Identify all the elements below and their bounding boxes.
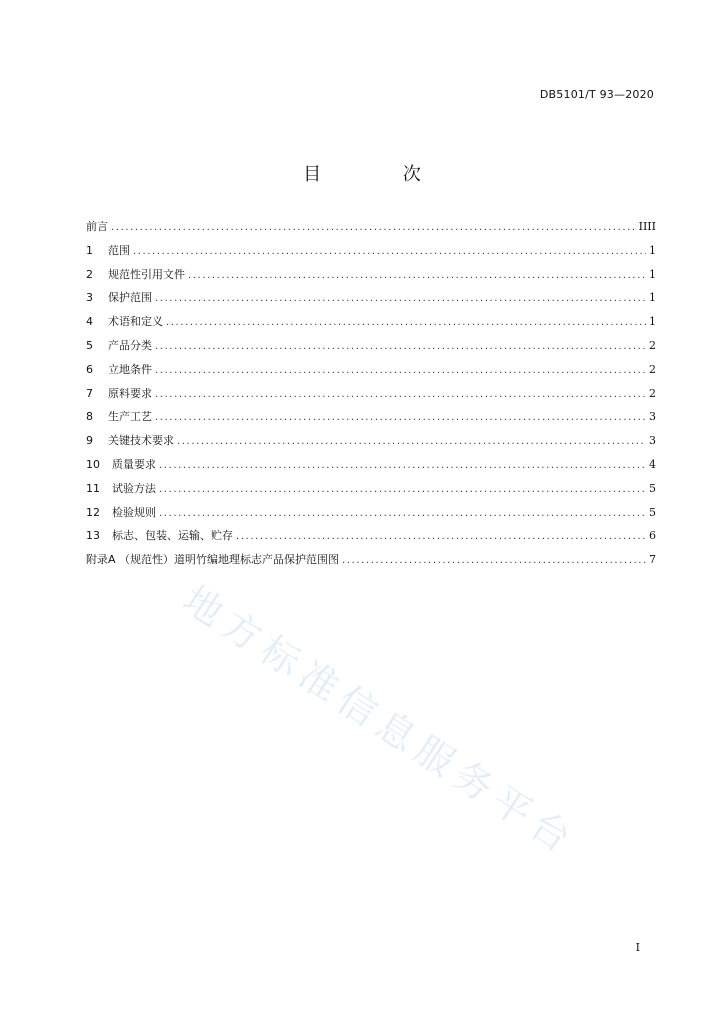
toc-label: 附录A （规范性）道明竹编地理标志产品保护范围图 <box>86 553 340 567</box>
toc-entry-13[interactable] <box>86 527 656 551</box>
toc-label: 前言 <box>86 220 108 233</box>
page-number: I <box>635 941 640 954</box>
toc-section-number: 9 <box>86 434 93 448</box>
toc-section-number: 7 <box>86 386 93 400</box>
toc-entry-6[interactable] <box>86 361 656 385</box>
toc-section-number: 1 <box>86 243 93 257</box>
toc-leader <box>177 436 646 447</box>
toc-entry-5[interactable] <box>86 337 656 361</box>
toc-page-number: 1 <box>649 267 656 281</box>
toc-entry-3[interactable] <box>86 289 656 313</box>
toc-entry-4[interactable] <box>86 313 656 337</box>
toc-page-number: 2 <box>649 338 656 352</box>
toc-entry-10[interactable] <box>86 456 656 480</box>
toc-page-number: 6 <box>649 529 656 543</box>
toc-leader <box>111 222 636 233</box>
table-of-contents <box>86 218 656 575</box>
toc-page-number: 5 <box>649 481 656 495</box>
toc-leader <box>159 460 646 471</box>
toc-section-number: 5 <box>86 338 93 352</box>
toc-page-number: 1 <box>649 315 656 329</box>
toc-label: 术语和定义 <box>108 315 163 329</box>
toc-section-number: 4 <box>86 315 93 329</box>
toc-page-number: 2 <box>649 362 656 376</box>
toc-entry-11[interactable] <box>86 480 656 504</box>
toc-leader <box>159 484 646 495</box>
toc-entry-2[interactable] <box>86 266 656 290</box>
toc-page-number: 1 <box>649 291 656 305</box>
toc-leader <box>155 412 646 423</box>
toc-leader <box>155 341 646 352</box>
toc-label: 生产工艺 <box>108 410 152 424</box>
toc-leader <box>166 317 646 328</box>
toc-entry-9[interactable] <box>86 432 656 456</box>
toc-section-number: 10 <box>86 457 100 471</box>
toc-leader <box>188 270 646 281</box>
toc-entry-foreword[interactable] <box>86 218 656 242</box>
toc-label: 试验方法 <box>112 481 156 495</box>
toc-leader <box>159 508 646 519</box>
toc-leader <box>133 246 646 257</box>
toc-leader <box>155 365 646 376</box>
toc-section-number: 13 <box>86 529 100 543</box>
toc-label: 质量要求 <box>112 457 156 471</box>
toc-section-number: 3 <box>86 291 93 305</box>
toc-page-number: IIII <box>638 220 656 233</box>
toc-section-number: 11 <box>86 481 100 495</box>
toc-leader <box>236 531 646 542</box>
toc-label: 立地条件 <box>108 362 152 376</box>
toc-entry-appendix-a[interactable] <box>86 551 656 575</box>
toc-page-number: 1 <box>649 243 656 257</box>
toc-entry-1[interactable] <box>86 242 656 266</box>
toc-section-number: 12 <box>86 505 100 519</box>
toc-page-number: 3 <box>649 410 656 424</box>
document-code: DB5101/T 93—2020 <box>539 88 654 101</box>
toc-section-number: 6 <box>86 362 93 376</box>
toc-page-number: 5 <box>649 505 656 519</box>
toc-leader <box>155 389 646 400</box>
toc-page-number: 2 <box>649 386 656 400</box>
toc-page-number: 4 <box>649 457 656 471</box>
toc-leader <box>155 293 646 304</box>
toc-page-number: 7 <box>649 553 656 567</box>
toc-label: 产品分类 <box>108 338 152 352</box>
toc-leader <box>342 555 646 566</box>
toc-label: 关键技术要求 <box>108 434 174 448</box>
watermark: 地方标准信息服务平台 <box>175 577 585 865</box>
toc-label: 标志、包装、运输、贮存 <box>112 529 233 543</box>
toc-section-number: 2 <box>86 267 93 281</box>
toc-label: 检验规则 <box>112 505 156 519</box>
toc-entry-12[interactable] <box>86 504 656 528</box>
toc-label: 规范性引用文件 <box>108 267 185 281</box>
page-title: 目 次 <box>303 164 459 185</box>
toc-entry-8[interactable] <box>86 408 656 432</box>
toc-label: 范围 <box>108 243 130 257</box>
toc-label: 保护范围 <box>108 291 152 305</box>
toc-section-number: 8 <box>86 410 93 424</box>
toc-page-number: 3 <box>649 434 656 448</box>
toc-entry-7[interactable] <box>86 385 656 409</box>
toc-label: 原料要求 <box>108 386 152 400</box>
